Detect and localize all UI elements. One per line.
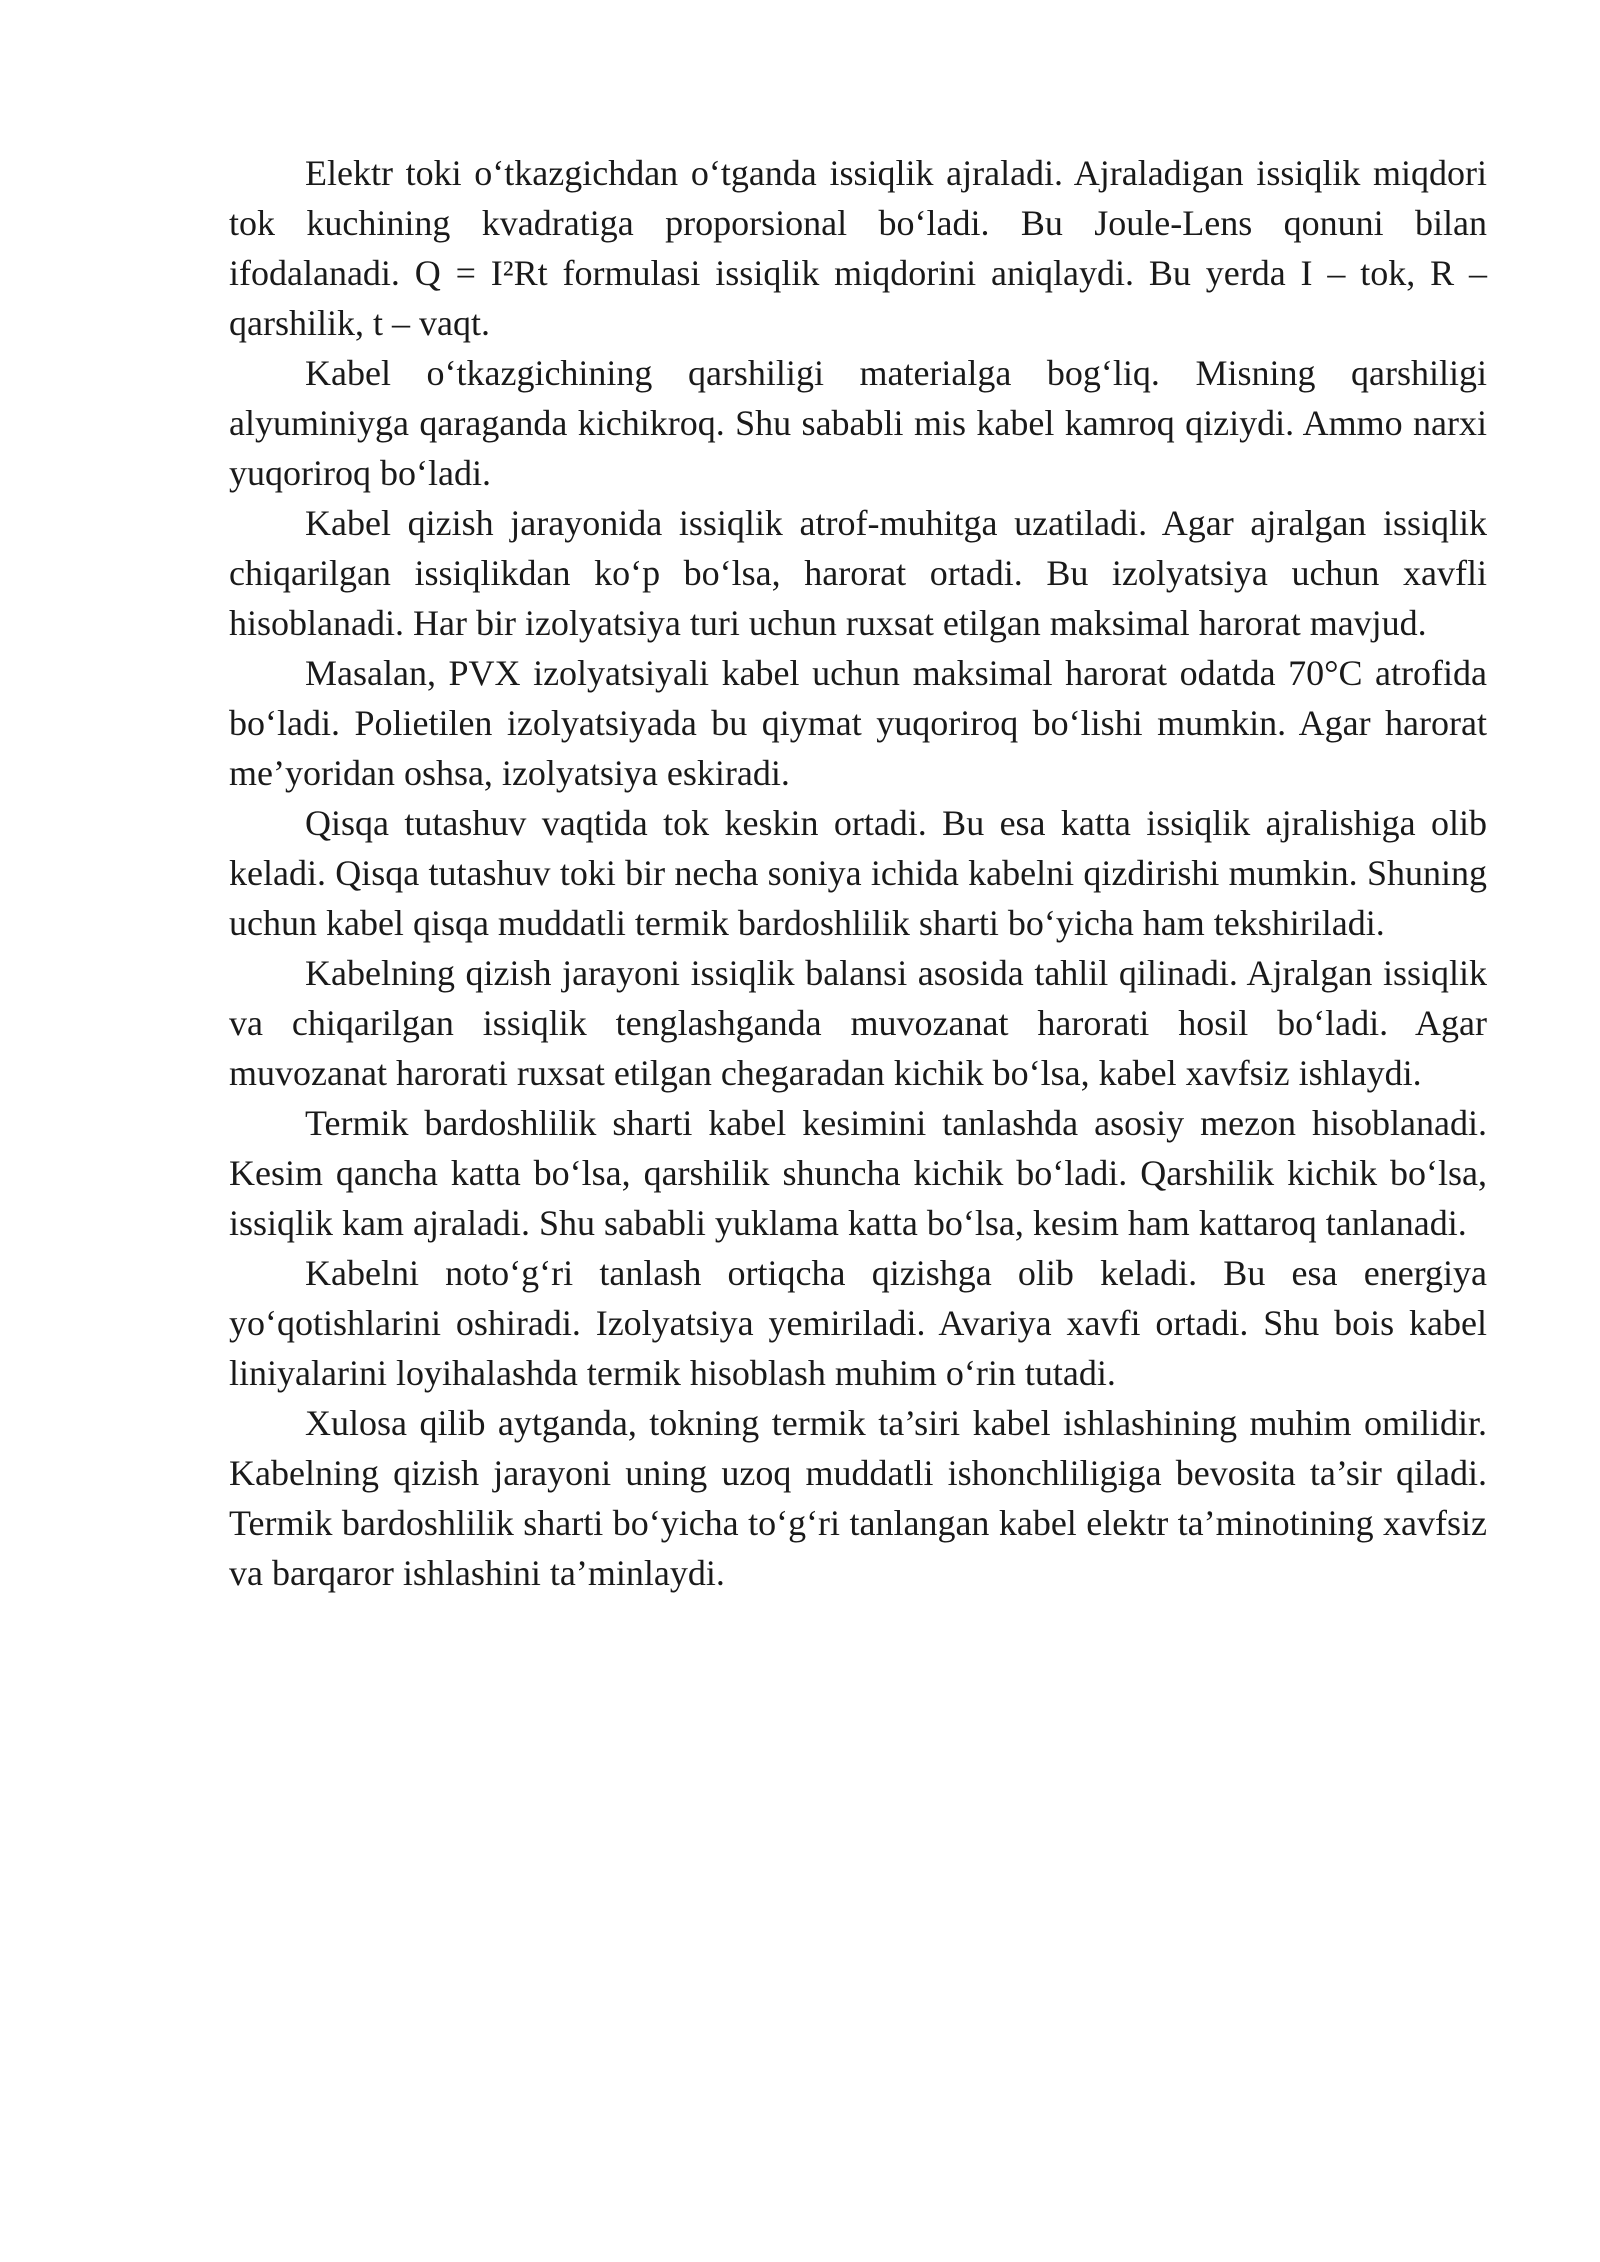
document-body: [229, 148, 1487, 1598]
paragraph-conductor-resistance: Kabel o‘tkazgichining qarshiligi materialga bog‘liq. Misning qarshiligi alyuminiyga qaraganda kichikroq. Shu sababli mis kabel kamroq qiziydi. Ammo narxi yuqoriroq bo‘ladi.: [229, 353, 1487, 493]
paragraph-short-circuit: Qisqa tutashuv vaqtida tok keskin ortadi. Bu esa katta issiqlik ajralishiga olib keladi. Qisqa tutashuv toki bir necha soniya ichida kabelni qizdirishi mumkin. Shuning uchun kabel qisqa muddatli termik bardoshlilik sharti bo‘yicha ham tekshiriladi.: [229, 803, 1487, 943]
paragraph-conclusion: Xulosa qilib aytganda, tokning termik ta’siri kabel ishlashining muhim omilidir. Kabelning qizish jarayoni uning uzoq muddatli ishonchliligiga bevosita ta’sir qiladi. Termik bardoshlilik sharti bo‘yicha to‘g‘ri tanlangan kabel elektr ta’minotining xavfsiz va barqaror ishlashini ta’minlaydi.: [229, 1403, 1487, 1593]
paragraph-joule-lenz: Elektr toki o‘tkazgichdan o‘tganda issiqlik ajraladi. Ajraladigan issiqlik miqdori tok kuchining kvadratiga proporsional bo‘ladi. Bu Joule-Lens qonuni bilan ifodalanadi. Q = I²Rt formulasi issiqlik miqdorini aniqlaydi. Bu yerda I – tok, R – qarshilik, t – vaqt.: [229, 153, 1487, 343]
paragraph-heat-transfer: Kabel qizish jarayonida issiqlik atrof-muhitga uzatiladi. Agar ajralgan issiqlik chiqarilgan issiqlikdan ko‘p bo‘lsa, harorat ortadi. Bu izolyatsiya uchun xavfli hisoblanadi. Har bir izolyatsiya turi uchun ruxsat etilgan maksimal harorat mavjud.: [229, 503, 1487, 643]
paragraph-cross-section: Termik bardoshlilik sharti kabel kesimini tanlashda asosiy mezon hisoblanadi. Kesim qancha katta bo‘lsa, qarshilik shuncha kichik bo‘ladi. Qarshilik kichik bo‘lsa, issiqlik kam ajraladi. Shu sababli yuklama katta bo‘lsa, kesim ham kattaroq tanlanadi.: [229, 1103, 1487, 1243]
paragraph-heat-balance: Kabelning qizish jarayoni issiqlik balansi asosida tahlil qilinadi. Ajralgan issiqlik va chiqarilgan issiqlik tenglashganda muvozanat harorati hosil bo‘ladi. Agar muvozanat harorati ruxsat etilgan chegaradan kichik bo‘lsa, kabel xavfsiz ishlaydi.: [229, 953, 1487, 1093]
paragraph-insulation-temperature: Masalan, PVX izolyatsiyali kabel uchun maksimal harorat odatda 70°C atrofida bo‘ladi. Polietilen izolyatsiyada bu qiymat yuqoriroq bo‘lishi mumkin. Agar harorat me’yoridan oshsa, izolyatsiya eskiradi.: [229, 653, 1487, 793]
paragraph-wrong-selection: Kabelni noto‘g‘ri tanlash ortiqcha qizishga olib keladi. Bu esa energiya yo‘qotishlarini oshiradi. Izolyatsiya yemiriladi. Avariya xavfi ortadi. Shu bois kabel liniyalarini loyihalashda termik hisoblash muhim o‘rin tutadi.: [229, 1253, 1487, 1393]
